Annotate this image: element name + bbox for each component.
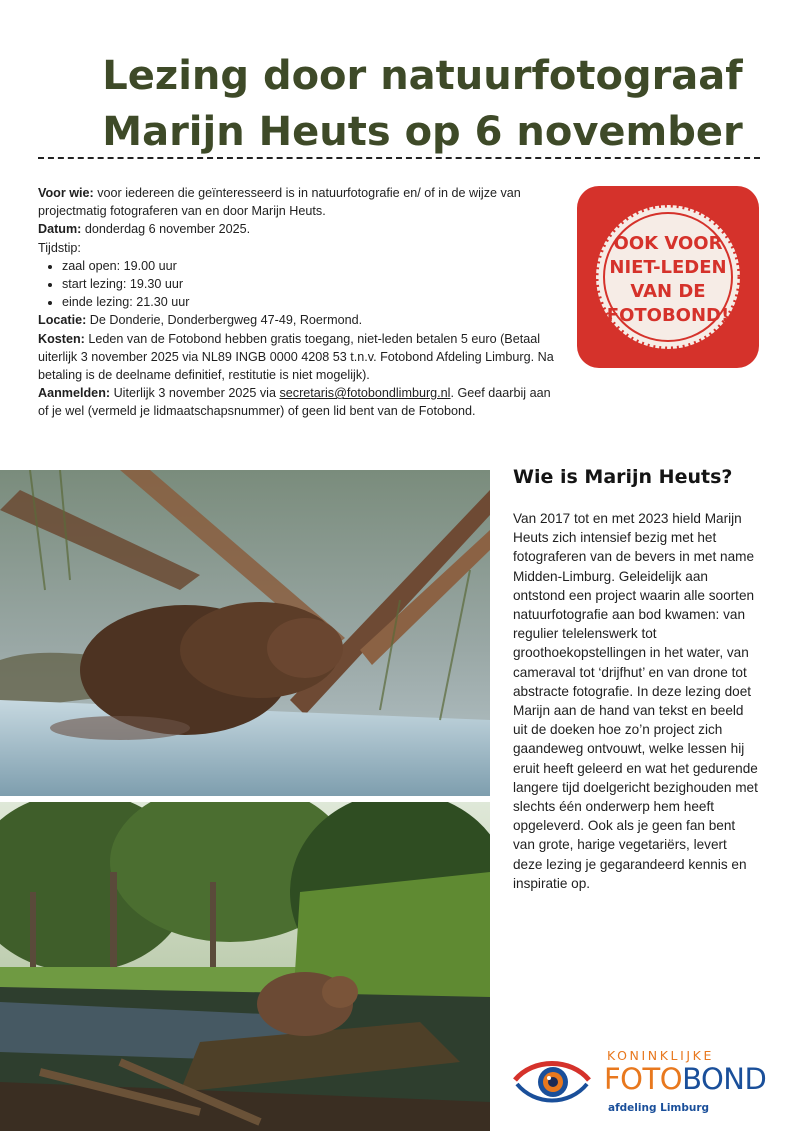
fotobond-logo xyxy=(513,1048,767,1120)
datum-line xyxy=(38,220,558,238)
tijdstip-list xyxy=(38,257,558,312)
locatie-line xyxy=(38,311,558,329)
badge-line-2: NIET-LEDEN xyxy=(609,257,727,278)
event-info xyxy=(38,184,558,421)
datum-text: donderdag 6 november 2025. xyxy=(81,222,251,237)
aanmelden-text-after: . Geef daarbij aan of je wel (vermeld je lidmaatschapsnummer) of geen lid bent van de Fotobond. xyxy=(38,386,551,419)
kosten-line xyxy=(38,330,558,385)
datum-label: Datum: xyxy=(38,222,82,237)
kosten-text: Leden van de Fotobond hebben gratis toegang, niet-leden betalen 5 euro (Betaal uiterlijk 3 november 2025 via NL89 INGB 0000 4208 53 t.n.v. Fotobond Afdeling Limburg. Na betaling is de deelname definitief, restitutie is niet mogelijk). xyxy=(38,331,554,383)
logo-wordmark xyxy=(604,1062,766,1096)
beaver-photo-2 xyxy=(0,802,490,1131)
logo-foto: FOTO xyxy=(604,1062,683,1096)
aside-title: Wie is Marijn Heuts? xyxy=(513,466,733,488)
aside-body: Van 2017 tot en met 2023 hield Marijn Heuts zich intensief bezig met het fotograferen van de bevers in met name Midden-Limburg. Geleidelijk aan ontstond een project waarin alle soorten natuurfotografie aan bod kwamen: van regulier telelenswerk tot groothoekopstellingen in het water, van cameraval tot ‘drijfhut’ en van drone tot abstracte fotografie. In deze lezing doet Marijn aan de hand van tekst en beeld uit de doeken hoe zo’n project zich gaandeweg ontvouwt, welke lessen hij eruit heeft geleerd en wat het gedurende langere tijd doelgericht bezighouden met slechts één onderwerp hem heeft opgeleverd. Ook als je geen fan bent van grote, harige vegetariërs, levert deze lezing je gegarandeerd kennis en inspiratie op. xyxy=(513,511,758,891)
list-item: • start lezing: 19.30 uur xyxy=(62,275,558,293)
logo-bond: BOND xyxy=(682,1062,767,1096)
logo-koninklijke: KONINKLIJKE xyxy=(607,1048,714,1063)
title-line-1: Lezing door natuurfotograaf xyxy=(102,53,743,99)
beaver-photo-1 xyxy=(0,470,490,796)
list-item: • einde lezing: 21.30 uur xyxy=(62,293,558,311)
badge-line-3: VAN DE xyxy=(630,281,706,302)
locatie-text: De Donderie, Donderbergweg 47-49, Roermond. xyxy=(86,313,363,328)
aanmelden-line xyxy=(38,384,558,420)
page-title xyxy=(0,48,800,160)
voor-wie-line xyxy=(38,184,558,220)
voor-wie-label: Voor wie: xyxy=(38,186,94,200)
tijdstip-label: Tijdstip: xyxy=(38,240,81,255)
badge-seal-graphic xyxy=(577,186,759,368)
aanmelden-text-before: Uiterlijk 3 november 2025 via xyxy=(110,386,280,401)
kosten-label: Kosten: xyxy=(38,331,85,346)
title-line-2: Marijn Heuts op 6 november xyxy=(102,109,743,155)
list-item: • zaal open: 19.00 uur xyxy=(62,257,558,275)
dashed-divider xyxy=(38,157,760,159)
badge-line-1: OOK VOOR xyxy=(613,233,723,254)
email-link[interactable]: secretaris@fotobondlimburg.nl xyxy=(279,386,451,401)
locatie-label: Locatie: xyxy=(38,313,87,328)
logo-subtitle: afdeling Limburg xyxy=(608,1102,710,1114)
voor-wie-text: voor iedereen die geïnteresseerd is in natuurfotografie en/ of in de wijze van projectmatig fotograferen van en door Marijn Heuts. xyxy=(38,186,521,219)
aanmelden-label: Aanmelden: xyxy=(38,386,111,401)
eye-icon xyxy=(513,1054,591,1112)
badge-line-4: FOTOBOND! xyxy=(606,305,730,326)
non-member-badge xyxy=(577,186,759,368)
